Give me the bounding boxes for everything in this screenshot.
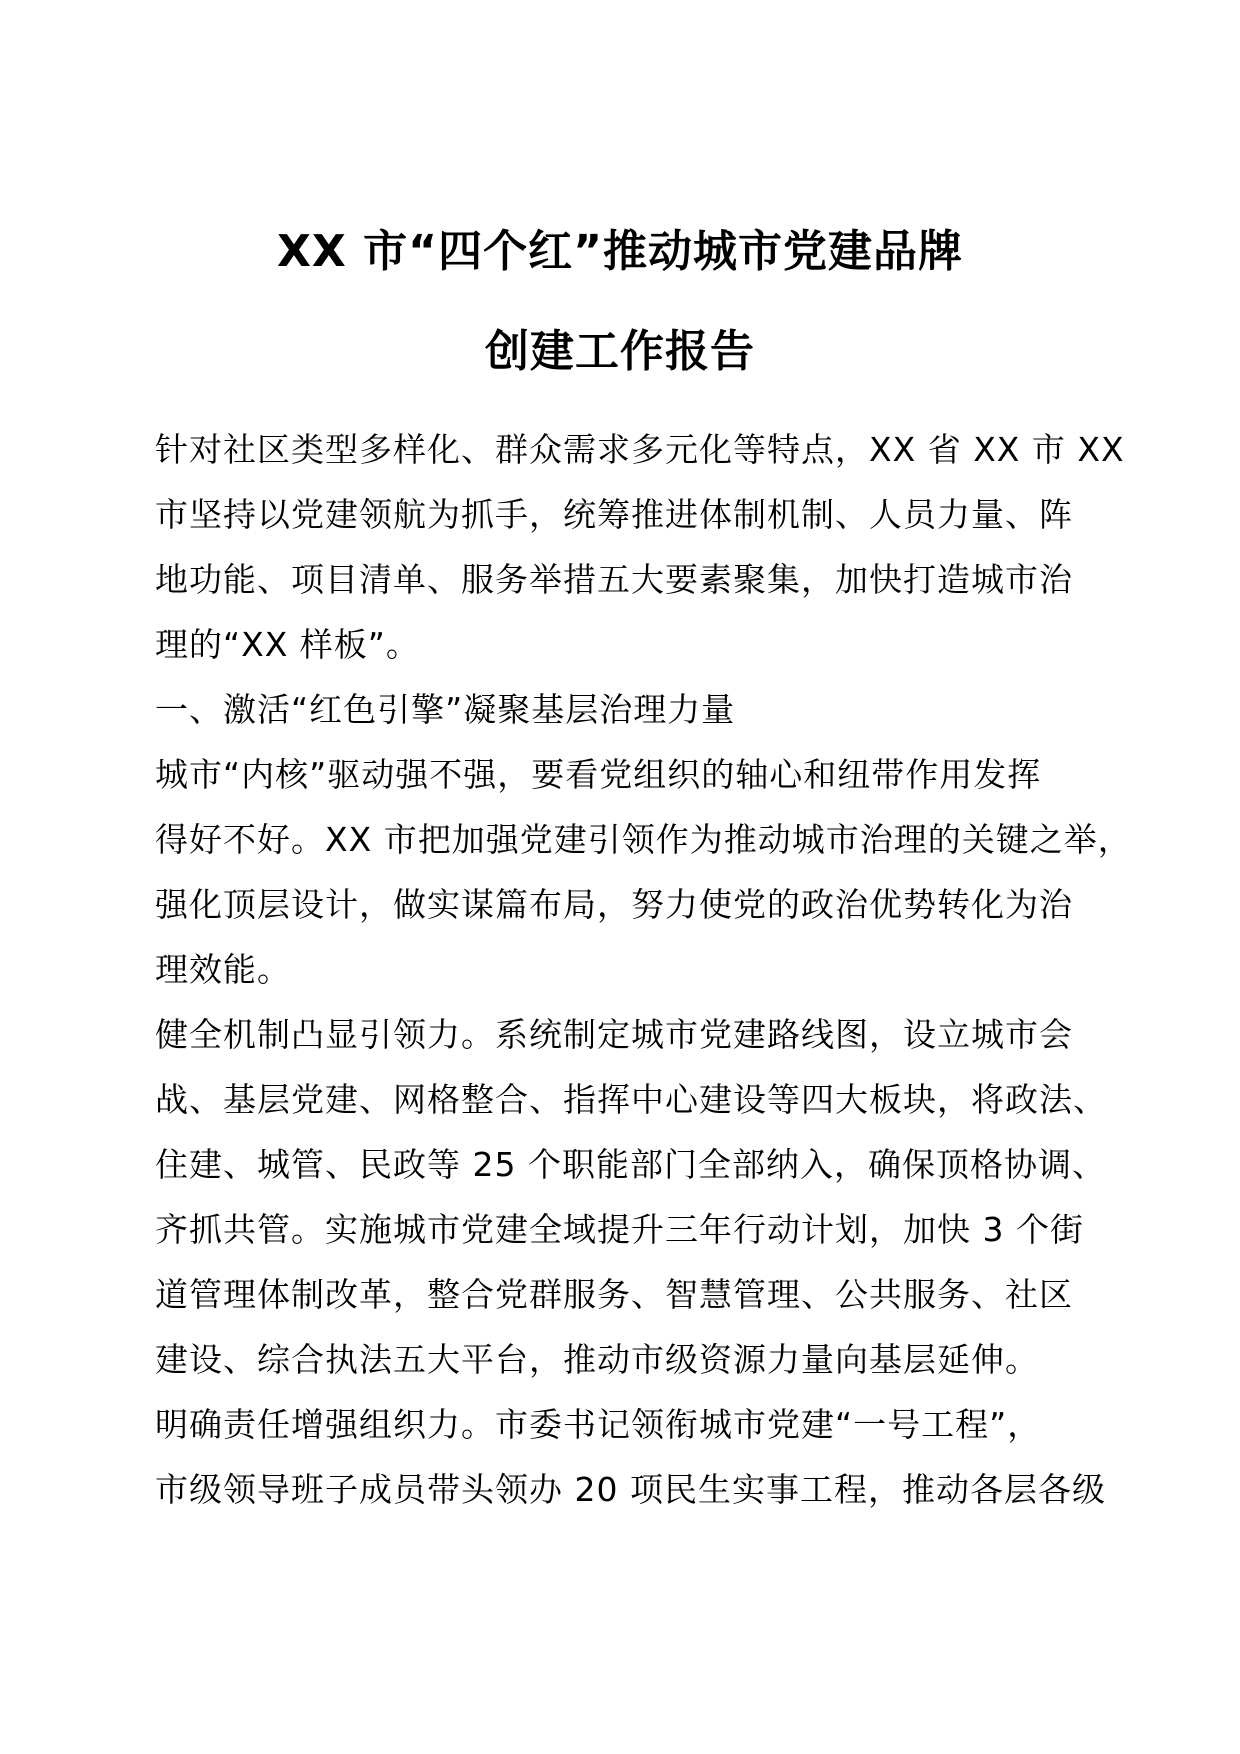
- body-line-9: 理效能。: [155, 950, 291, 989]
- body-line-13: 齐抓共管。实施城市党建全域提升三年行动计划，加快 3 个街: [155, 1210, 1084, 1249]
- document-title-line-1: XX 市“四个红”推动城市党建品牌: [276, 226, 963, 277]
- body-line-17: 市级领导班子成员带头领办 20 项民生实事工程，推动各层各级: [155, 1470, 1106, 1509]
- body-line-2: 市坚持以党建领航为抓手，统筹推进体制机制、人员力量、阵: [155, 495, 1073, 534]
- body-line-1: 针对社区类型多样化、群众需求多元化等特点，XX 省 XX 市 XX: [155, 430, 1125, 469]
- body-line-8: 强化顶层设计，做实谋篇布局，努力使党的政治优势转化为治: [155, 885, 1073, 924]
- body-line-12: 住建、城管、民政等 25 个职能部门全部纳入，确保顶格协调、: [155, 1145, 1106, 1184]
- body-line-4: 理的“XX 样板”。: [155, 625, 420, 664]
- document-title-line-2: 创建工作报告: [485, 326, 755, 377]
- body-line-16: 明确责任增强组织力。市委书记领衔城市党建“一号工程”，: [155, 1405, 1042, 1444]
- section-heading-1: 一、激活“红色引擎”凝聚基层治理力量: [155, 690, 736, 729]
- body-line-3: 地功能、项目清单、服务举措五大要素聚集，加快打造城市治: [155, 560, 1073, 599]
- body-line-11: 战、基层党建、网格整合、指挥中心建设等四大板块，将政法、: [155, 1080, 1107, 1119]
- body-line-7: 得好不好。XX 市把加强党建引领作为推动城市治理的关键之举，: [155, 820, 1132, 859]
- body-line-6: 城市“内核”驱动强不强，要看党组织的轴心和纽带作用发挥: [155, 755, 1042, 794]
- body-line-15: 建设、综合执法五大平台，推动市级资源力量向基层延伸。: [155, 1340, 1039, 1379]
- body-line-10: 健全机制凸显引领力。系统制定城市党建路线图，设立城市会: [155, 1015, 1073, 1054]
- body-line-14: 道管理体制改革，整合党群服务、智慧管理、公共服务、社区: [155, 1275, 1073, 1314]
